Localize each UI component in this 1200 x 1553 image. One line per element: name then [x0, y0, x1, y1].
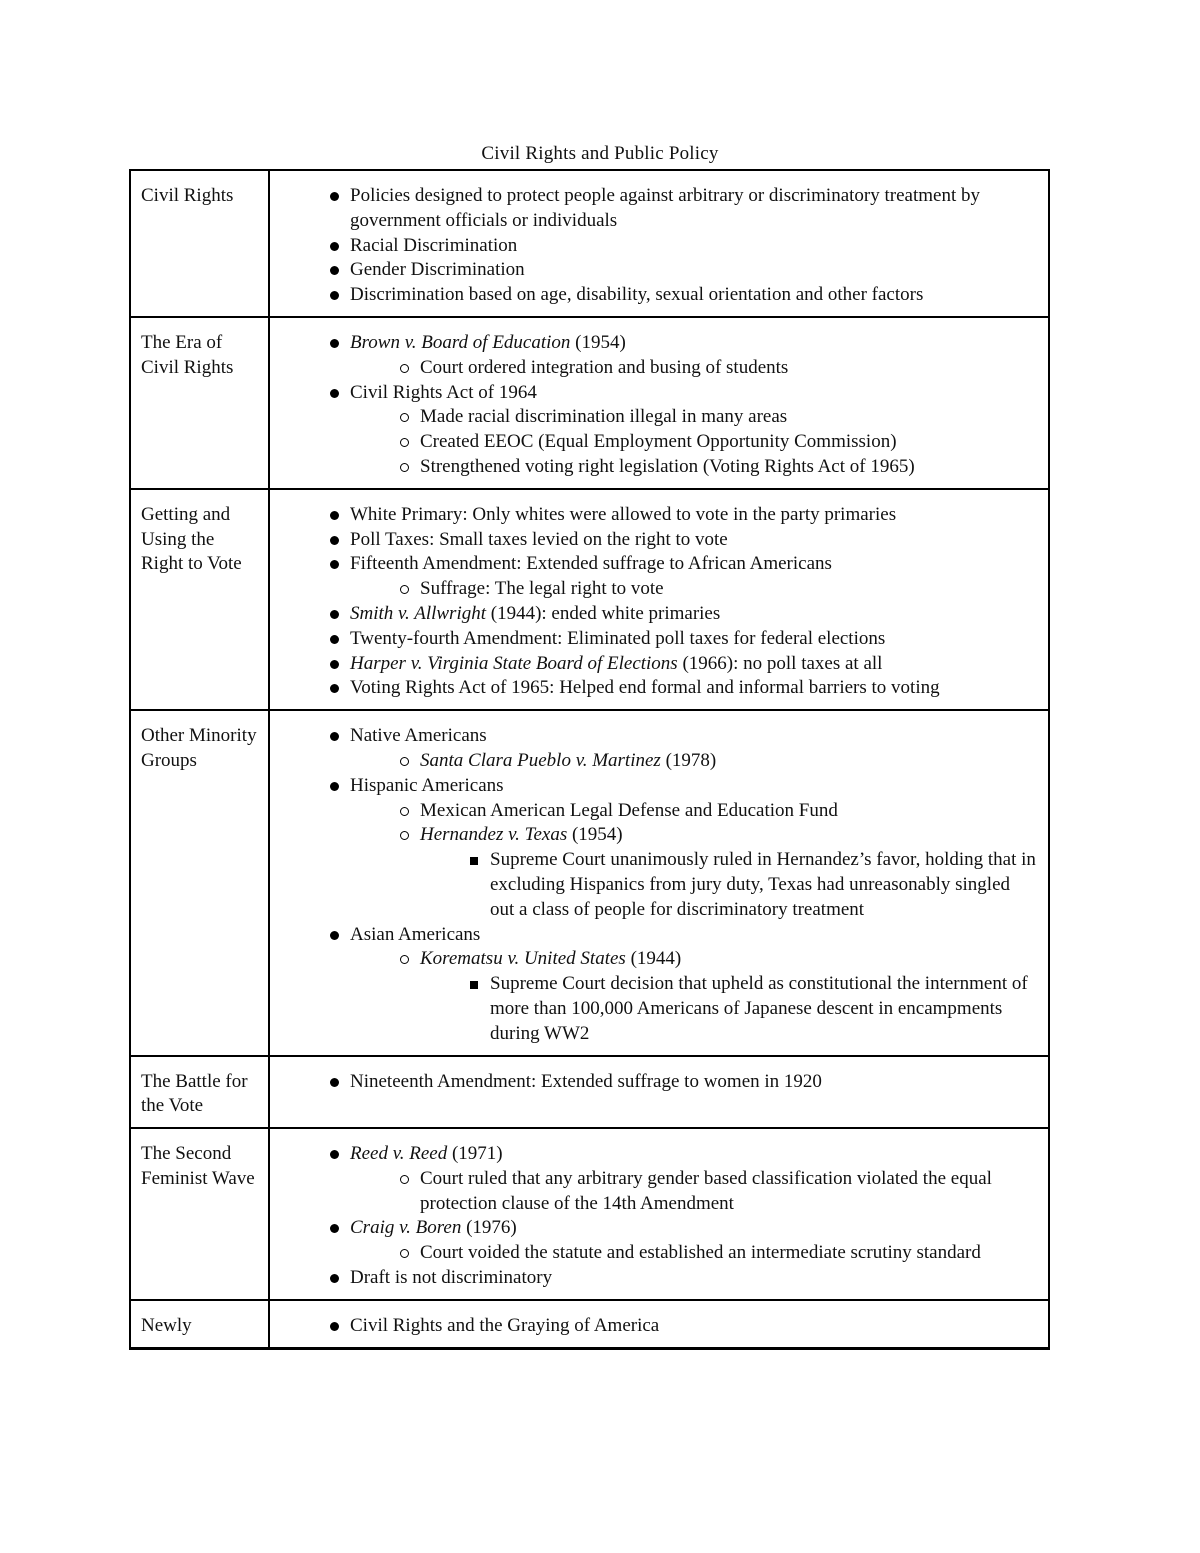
list-item — [420, 848, 1038, 922]
table-row — [130, 710, 1049, 1055]
table-row — [130, 317, 1049, 489]
disc-bullet-icon — [324, 652, 344, 677]
circle-bullet-icon — [394, 405, 414, 430]
notes-table — [129, 169, 1050, 1350]
circle-bullet-icon — [394, 430, 414, 455]
list-item — [280, 258, 1038, 283]
topic-notes-cell — [269, 1128, 1049, 1300]
item-text: Policies designed to protect people against arbitrary or discriminatory treatment by government officials or individuals — [350, 185, 980, 231]
topic-label: Getting and Using the Right to Vote — [141, 503, 242, 575]
disc-bullet-icon — [324, 258, 344, 283]
item-text: Asian Americans — [350, 923, 481, 945]
topic-label: The Second Feminist Wave — [141, 1143, 255, 1189]
disc-bullet-icon — [324, 1070, 344, 1095]
circle-bullet-icon — [394, 1241, 414, 1266]
item-text: Civil Rights and the Graying of America — [350, 1314, 660, 1336]
table-row — [130, 170, 1049, 317]
case-name: Harper v. Virginia State Board of Elections — [350, 652, 678, 674]
bullet-list-level-2 — [350, 405, 1038, 479]
list-item — [280, 1314, 1038, 1339]
item-text: Suffrage: The legal right to vote — [420, 578, 664, 600]
item-text: Fifteenth Amendment: Extended suffrage to African Americans — [350, 553, 832, 575]
item-text: Voting Rights Act of 1965: Helped end formal and informal barriers to voting — [350, 677, 940, 699]
list-item — [420, 972, 1038, 1046]
list-item — [280, 676, 1038, 701]
item-text: Supreme Court decision that upheld as constitutional the internment of more than 100,000 Americans of Japanese descent in encampments during WW2 — [490, 973, 1028, 1044]
notes-table-body — [130, 170, 1049, 1348]
list-item — [280, 923, 1038, 1047]
topic-label: Newly — [141, 1314, 192, 1336]
item-text: Court ordered integration and busing of students — [420, 356, 789, 378]
bullet-list-level-1 — [280, 331, 1038, 480]
list-item — [280, 503, 1038, 528]
circle-bullet-icon — [394, 947, 414, 972]
item-text: (1954) — [570, 331, 626, 353]
item-text: Mexican American Legal Defense and Education Fund — [420, 799, 838, 821]
item-text: Poll Taxes: Small taxes levied on the right to vote — [350, 528, 728, 550]
table-row — [130, 1300, 1049, 1348]
item-text: Made racial discrimination illegal in many areas — [420, 406, 788, 428]
list-item — [280, 1266, 1038, 1291]
list-item — [280, 1142, 1038, 1216]
item-text: Twenty-fourth Amendment: Eliminated poll taxes for federal elections — [350, 627, 886, 649]
item-text: Nineteenth Amendment: Extended suffrage to women in 1920 — [350, 1070, 822, 1092]
circle-bullet-icon — [394, 749, 414, 774]
list-item — [280, 627, 1038, 652]
topic-label: Civil Rights — [141, 185, 234, 206]
topic-notes-cell — [269, 170, 1049, 317]
list-item — [350, 577, 1038, 602]
topic-notes-cell — [269, 1056, 1049, 1129]
item-text: Civil Rights Act of 1964 — [350, 381, 537, 403]
disc-bullet-icon — [324, 1142, 344, 1167]
item-text: (1976) — [461, 1217, 517, 1239]
disc-bullet-icon — [324, 923, 344, 948]
topic-label: Other Minority Groups — [141, 725, 257, 771]
bullet-list-level-1 — [280, 724, 1038, 1046]
bullet-list-level-1 — [280, 184, 1038, 308]
case-name: Craig v. Boren — [350, 1217, 462, 1239]
case-name: Brown v. Board of Education — [350, 331, 571, 353]
square-bullet-icon — [464, 848, 484, 873]
table-row — [130, 1056, 1049, 1129]
topic-label-cell — [130, 1300, 269, 1348]
circle-bullet-icon — [394, 1167, 414, 1192]
square-bullet-icon — [464, 972, 484, 997]
list-item — [350, 1167, 1038, 1217]
list-item — [350, 749, 1038, 774]
list-item — [350, 823, 1038, 922]
disc-bullet-icon — [324, 1216, 344, 1241]
bullet-list-level-3 — [420, 972, 1038, 1046]
topic-label-cell — [130, 317, 269, 489]
bullet-list-level-2 — [350, 356, 1038, 381]
circle-bullet-icon — [394, 455, 414, 480]
bullet-list-level-2 — [350, 749, 1038, 774]
topic-label: The Era of Civil Rights — [141, 331, 234, 378]
disc-bullet-icon — [324, 1266, 344, 1291]
bullet-list-level-2 — [350, 577, 1038, 602]
topic-notes-cell — [269, 1300, 1049, 1348]
list-item — [350, 455, 1038, 480]
item-text: Draft is not discriminatory — [350, 1267, 553, 1289]
item-text: Supreme Court unanimously ruled in Hernandez’s favor, holding that in excluding Hispanics from jury duty, Texas had unreasonably singled out a class of people for discriminatory treatment — [490, 849, 1036, 920]
circle-bullet-icon — [394, 577, 414, 602]
topic-label-cell — [130, 1056, 269, 1129]
case-name: Korematsu v. United States — [420, 948, 626, 970]
list-item — [280, 1070, 1038, 1095]
disc-bullet-icon — [324, 1314, 344, 1339]
bullet-list-level-1 — [280, 503, 1038, 701]
list-item — [350, 947, 1038, 1046]
list-item — [280, 528, 1038, 553]
item-text: Court voided the statute and established an intermediate scrutiny standard — [420, 1242, 981, 1264]
list-item — [280, 774, 1038, 923]
topic-label-cell — [130, 489, 269, 710]
case-name: Reed v. Reed — [350, 1143, 448, 1165]
circle-bullet-icon — [394, 823, 414, 848]
bullet-list-level-1 — [280, 1314, 1038, 1339]
item-text: (1978) — [660, 749, 717, 771]
disc-bullet-icon — [324, 184, 344, 209]
case-name: Hernandez v. Texas — [420, 824, 568, 846]
item-text: Strengthened voting right legislation (Voting Rights Act of 1965) — [420, 455, 915, 477]
bullet-list-level-2 — [350, 947, 1038, 1046]
item-text: (1944) — [625, 948, 682, 970]
list-item — [350, 356, 1038, 381]
list-item — [280, 602, 1038, 627]
bullet-list-level-1 — [280, 1142, 1038, 1291]
table-row — [130, 1128, 1049, 1300]
document-title: Civil Rights and Public Policy — [481, 143, 719, 164]
list-item — [350, 430, 1038, 455]
topic-label-cell — [130, 710, 269, 1055]
topic-notes-cell — [269, 317, 1049, 489]
topic-notes-cell — [269, 710, 1049, 1055]
item-text: White Primary: Only whites were allowed to vote in the party primaries — [350, 503, 897, 525]
case-name: Smith v. Allwright — [350, 602, 486, 624]
circle-bullet-icon — [394, 799, 414, 824]
item-text: (1944): ended white primaries — [486, 602, 721, 624]
item-text: Court ruled that any arbitrary gender based classification violated the equal protection clause of the 14th Amendment — [420, 1167, 992, 1214]
topic-label: The Battle for the Vote — [141, 1070, 248, 1117]
topic-label-cell — [130, 170, 269, 317]
item-text: (1954) — [567, 824, 623, 846]
disc-bullet-icon — [324, 676, 344, 701]
disc-bullet-icon — [324, 774, 344, 799]
topic-label-cell — [130, 1128, 269, 1300]
disc-bullet-icon — [324, 234, 344, 259]
table-row — [130, 489, 1049, 710]
list-item — [280, 552, 1038, 602]
item-text: Discrimination based on age, disability, sexual orientation and other factors — [350, 284, 924, 306]
list-item — [350, 799, 1038, 824]
item-text: (1971) — [447, 1143, 503, 1165]
disc-bullet-icon — [324, 331, 344, 356]
disc-bullet-icon — [324, 724, 344, 749]
disc-bullet-icon — [324, 528, 344, 553]
disc-bullet-icon — [324, 602, 344, 627]
list-item — [280, 283, 1038, 308]
topic-notes-cell — [269, 489, 1049, 710]
list-item — [280, 184, 1038, 234]
disc-bullet-icon — [324, 381, 344, 406]
case-name: Santa Clara Pueblo v. Martinez — [420, 749, 661, 771]
disc-bullet-icon — [324, 503, 344, 528]
disc-bullet-icon — [324, 627, 344, 652]
list-item — [280, 381, 1038, 480]
list-item — [280, 331, 1038, 381]
bullet-list-level-3 — [420, 848, 1038, 922]
list-item — [280, 652, 1038, 677]
list-item — [280, 1216, 1038, 1266]
bullet-list-level-1 — [280, 1070, 1038, 1095]
disc-bullet-icon — [324, 283, 344, 308]
disc-bullet-icon — [324, 552, 344, 577]
item-text: Native Americans — [350, 725, 487, 747]
bullet-list-level-2 — [350, 799, 1038, 923]
bullet-list-level-2 — [350, 1167, 1038, 1217]
list-item — [280, 724, 1038, 774]
item-text: Created EEOC (Equal Employment Opportunity Commission) — [420, 431, 897, 453]
list-item — [350, 1241, 1038, 1266]
item-text: Racial Discrimination — [350, 234, 518, 256]
item-text: Hispanic Americans — [350, 774, 504, 796]
item-text: Gender Discrimination — [350, 259, 525, 281]
circle-bullet-icon — [394, 356, 414, 381]
list-item — [280, 234, 1038, 259]
item-text: (1966): no poll taxes at all — [677, 652, 883, 674]
bullet-list-level-2 — [350, 1241, 1038, 1266]
list-item — [350, 405, 1038, 430]
